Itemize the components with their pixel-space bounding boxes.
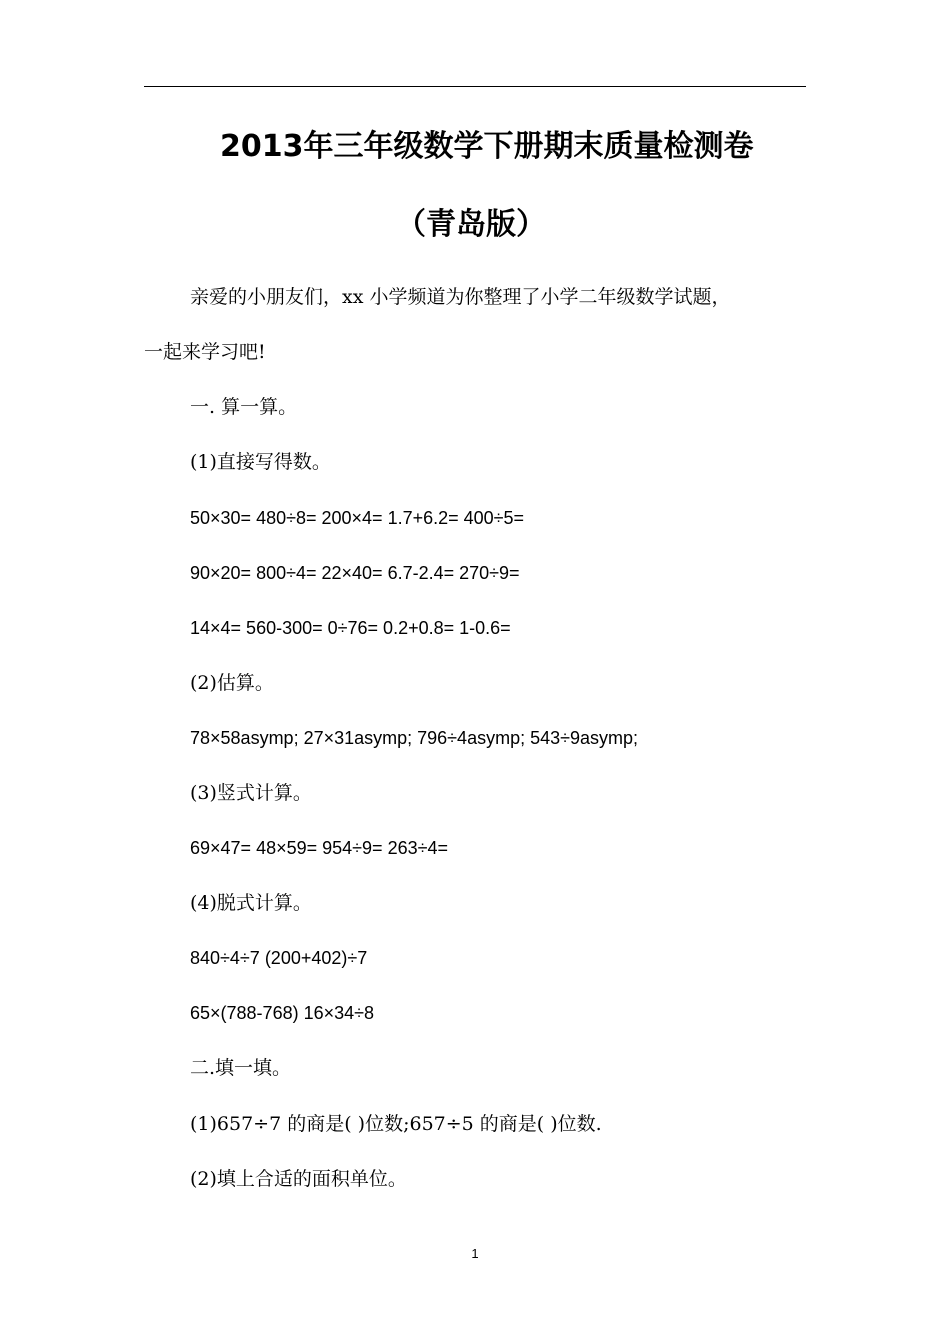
page-number: 1 (471, 1246, 479, 1261)
math-row-1: 50×30= 480÷8= 200×4= 1.7+6.2= 400÷5= (190, 508, 525, 528)
subsection-estimation: (2)估算。 (190, 672, 274, 694)
document-subtitle: （青岛版） (396, 207, 546, 242)
math-row-vertical: 69×47= 48×59= 954÷9= 263÷4= (190, 838, 449, 858)
math-row-step-1: 840÷4÷7 (200+402)÷7 (190, 948, 368, 968)
document-title: 2013年三年级数学下册期末质量检测卷 (220, 129, 754, 164)
math-row-3: 14×4= 560-300= 0÷76= 0.2+0.8= 1-0.6= (190, 618, 511, 638)
subsection-direct-answers: (1)直接写得数。 (190, 451, 331, 473)
math-row-step-2: 65×(788-768) 16×34÷8 (190, 1003, 375, 1023)
math-row-2: 90×20= 800÷4= 22×40= 6.7-2.4= 270÷9= (190, 563, 520, 583)
intro-paragraph-line-1: 亲爱的小朋友们，xx 小学频道为你整理了小学二年级数学试题， (190, 286, 731, 308)
fill-question-2: (2)填上合适的面积单位。 (190, 1168, 407, 1190)
fill-question-1: (1)657÷7 的商是( )位数;657÷5 的商是( )位数. (190, 1113, 602, 1135)
section-heading-fill-in: 二.填一填。 (190, 1057, 292, 1079)
intro-paragraph-line-2: 一起来学习吧! (144, 341, 266, 363)
subsection-step-calculation: (4)脱式计算。 (190, 892, 312, 914)
header-rule (144, 86, 806, 87)
math-row-estimation: 78×58asymp; 27×31asymp; 796÷4asymp; 543÷9asymp; (190, 728, 639, 748)
subsection-vertical-calculation: (3)竖式计算。 (190, 782, 312, 804)
section-heading-calculate: 一. 算一算。 (190, 396, 298, 418)
